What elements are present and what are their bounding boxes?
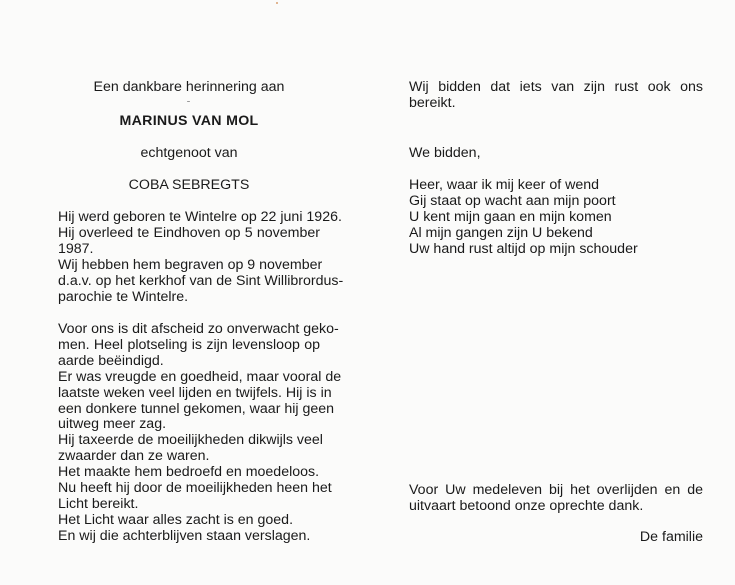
prayer-line: Wij bidden dat iets van zijn rust ook ons bbox=[409, 79, 703, 95]
paragraph-line: parochie te Wintelre. bbox=[58, 288, 189, 305]
paragraph-line: aarde beëindigd. bbox=[58, 352, 164, 369]
thanks-line: Voor Uw medeleven bij het overlijden en de bbox=[409, 482, 703, 498]
poem-line: Al mijn gangen zijn U bekend bbox=[409, 224, 593, 241]
paragraph-line: d.a.v. op het kerkhof van de Sint Willibrordus- bbox=[58, 272, 344, 289]
thanks-line: uitvaart betoond onze oprechte dank. bbox=[409, 497, 644, 514]
prayer-line: bereikt. bbox=[409, 94, 456, 111]
poem-line: Gij staat op wacht aan mijn poort bbox=[409, 192, 616, 209]
paper-speck bbox=[276, 2, 278, 4]
life-dates-paragraph bbox=[58, 209, 344, 305]
paragraph-line: Wij hebben hem begraven op 9 november bbox=[58, 256, 323, 273]
paragraph-line: een donkere tunnel gekomen, waar hij geen bbox=[58, 400, 335, 417]
deceased-name: MARINUS VAN MOL bbox=[119, 113, 259, 129]
paragraph-line: zwaarder dan ze waren. bbox=[58, 448, 210, 465]
paragraph-line: En wij die achterblijven staan verslagen. bbox=[58, 527, 311, 544]
paragraph-line: Hij taxeerde de moeilijkheden dikwijls veel bbox=[58, 432, 323, 449]
paragraph-line: Hij overleed te Eindhoven op 5 november bbox=[58, 224, 320, 241]
paragraph-line: Licht bereikt. bbox=[58, 495, 139, 512]
paper-speck bbox=[187, 101, 190, 102]
paragraph-line: 1987. bbox=[58, 240, 94, 257]
paragraph-line: Hij werd geboren te Wintelre op 22 juni 1926. bbox=[58, 209, 342, 225]
prayer-intro bbox=[409, 80, 703, 112]
paragraph-line: Het maakte hem bedroefd en moedeloos. bbox=[58, 464, 320, 481]
paragraph-line: laatste weken veel lijden en twijfels. Hij is in bbox=[58, 384, 332, 401]
paragraph-line: men. Heel plotseling is zijn levensloop op bbox=[58, 336, 320, 353]
poem-line: U kent mijn gaan en mijn komen bbox=[409, 208, 612, 225]
prayer-poem bbox=[409, 178, 703, 258]
poem-line: Heer, waar ik mij keer of wend bbox=[409, 177, 600, 193]
paragraph-line: Nu heeft hij door de moeilijkheden heen het bbox=[58, 480, 332, 497]
we-pray-heading: We bidden, bbox=[409, 145, 481, 161]
spouse-label: echtgenoot van bbox=[140, 145, 238, 161]
paragraph-line: uitweg meer zag. bbox=[58, 416, 167, 433]
paragraph-line: Het Licht waar alles zacht is en goed. bbox=[58, 511, 294, 528]
paragraph-line: Voor ons is dit afscheid zo onverwacht gekо- bbox=[58, 321, 339, 337]
thanks-text bbox=[409, 483, 703, 515]
intro-text: Een dankbare herinnering aan bbox=[93, 79, 285, 95]
spouse-name: COBA SEBREGTS bbox=[128, 177, 250, 193]
poem-line: Uw hand rust altijd op mijn schouder bbox=[409, 240, 638, 257]
signature: De familie bbox=[639, 529, 703, 545]
farewell-paragraph bbox=[58, 321, 342, 545]
paragraph-line: Er was vreugde en goedheid, maar vooral de bbox=[58, 368, 342, 385]
